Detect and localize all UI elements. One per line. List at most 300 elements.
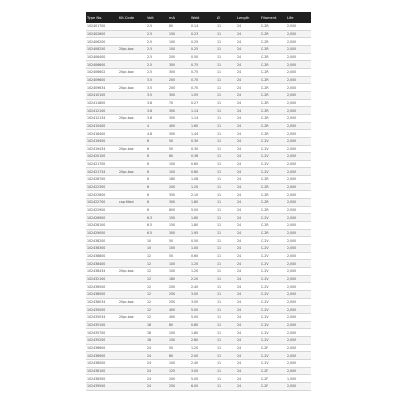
cell-watt: 1.80 [190,329,216,337]
cell-ma: 300 [168,229,190,237]
cell-kit-code [118,183,146,191]
column-header-type-no: Type No. [86,12,118,23]
cell-life: 2,000 [286,38,311,46]
cell-filament: C-2R [260,38,286,46]
table-row [86,122,311,130]
cell-volt: 10 [146,245,168,253]
table-row [86,76,311,84]
cell-length: 24 [236,107,260,115]
table-row [86,38,311,46]
cell-ma: 250 [168,290,190,298]
cell-volt: 3.5 [146,84,168,92]
cell-life: 2,000 [286,382,311,390]
cell-volt: 12 [146,298,168,306]
cell-life: 2,000 [286,313,311,321]
cell-volt: 18 [146,329,168,337]
cell-volt: 12 [146,290,168,298]
cell-volt: 2.5 [146,61,168,69]
cell-length: 24 [236,76,260,84]
cell-filament: C-2V [260,245,286,253]
cell-watt: 5.00 [190,375,216,383]
cell-ma: 300 [168,91,190,99]
cell-length: 24 [236,268,260,276]
cell-length: 24 [236,130,260,138]
cell-kit-code [118,91,146,99]
cell-filament: C-2V [260,145,286,153]
cell-type-no: 102415400 [86,122,118,130]
cell-watt: 1.60 [190,122,216,130]
cell-ma: 300 [168,199,190,207]
cell-diameter: 11 [216,45,236,53]
cell-filament: C-2V [260,237,286,245]
cell-type-no: 102419400 [86,137,118,145]
cell-volt: 6 [146,191,168,199]
cell-diameter: 11 [216,61,236,69]
cell-volt: 18 [146,321,168,329]
cell-watt: 1.20 [190,344,216,352]
cell-volt: 2.5 [146,45,168,53]
cell-ma: 100 [168,260,190,268]
cell-ma: 60 [168,153,190,161]
cell-kit-code [118,321,146,329]
cell-filament: C-2V [260,352,286,360]
cell-length: 24 [236,329,260,337]
table-row [86,84,311,92]
cell-ma: 300 [168,61,190,69]
cell-type-no: 102438100 [86,367,118,375]
cell-volt: 24 [146,375,168,383]
cell-watt: 1.80 [190,222,216,230]
cell-watt: 0.27 [190,99,216,107]
cell-diameter: 11 [216,76,236,84]
cell-type-no: 102429000 [86,229,118,237]
cell-life: 2,000 [286,245,311,253]
cell-volt: 3.8 [146,107,168,115]
cell-filament: C-2R [260,23,286,30]
cell-diameter: 11 [216,344,236,352]
cell-ma: 100 [168,45,190,53]
cell-ma: 200 [168,53,190,61]
cell-kit-code: 20pc.box [118,168,146,176]
cell-ma: 50 [168,137,190,145]
cell-length: 24 [236,275,260,283]
cell-type-no: 102422600 [86,191,118,199]
cell-life: 2,000 [286,145,311,153]
cell-filament: C-2R [260,107,286,115]
cell-life: 2,000 [286,252,311,260]
cell-diameter: 11 [216,359,236,367]
cell-volt: 3.8 [146,99,168,107]
cell-length: 24 [236,283,260,291]
cell-type-no: 102435100 [86,321,118,329]
cell-filament: C-2F [260,382,286,390]
cell-ma: 300 [168,130,190,138]
cell-filament: C-2R [260,176,286,184]
table-row [86,382,311,390]
cell-type-no: 102435700 [86,329,118,337]
cell-life: 2,000 [286,199,311,207]
cell-kit-code [118,61,146,69]
cell-volt: 6.3 [146,214,168,222]
cell-kit-code [118,260,146,268]
cell-diameter: 11 [216,336,236,344]
cell-kit-code: 20pc.box [118,114,146,122]
cell-diameter: 11 [216,206,236,214]
cell-ma: 200 [168,375,190,383]
table-row [86,222,311,230]
cell-watt: 1.80 [190,214,216,222]
table-row [86,183,311,191]
cell-type-no: 102416400 [86,130,118,138]
cell-ma: 70 [168,99,190,107]
cell-type-no: 102438000 [86,290,118,298]
cell-type-no: 102426900 [86,214,118,222]
cell-length: 24 [236,245,260,253]
cell-length: 24 [236,23,260,30]
cell-filament: C-2V [260,321,286,329]
bulb-spec-table [86,12,311,391]
cell-volt: 18 [146,336,168,344]
cell-diameter: 11 [216,329,236,337]
cell-life: 2,000 [286,359,311,367]
cell-volt: 6 [146,137,168,145]
cell-filament: C-2R [260,68,286,76]
cell-kit-code [118,38,146,46]
cell-kit-code [118,275,146,283]
cell-diameter: 11 [216,382,236,390]
cell-ma: 250 [168,298,190,306]
cell-filament: C-2F [260,344,286,352]
cell-ma: 400 [168,313,190,321]
cell-length: 24 [236,260,260,268]
cell-life: 2,000 [286,222,311,230]
cell-ma: 180 [168,275,190,283]
cell-life: 2,000 [286,107,311,115]
cell-life: 2,000 [286,99,311,107]
table-row [86,298,311,306]
cell-diameter: 11 [216,107,236,115]
cell-ma: 150 [168,214,190,222]
cell-filament: C-2V [260,283,286,291]
cell-volt: 6 [146,176,168,184]
cell-ma: 800 [168,206,190,214]
cell-life: 2,000 [286,344,311,352]
table-row [86,91,311,99]
cell-life: 2,000 [286,45,311,53]
cell-length: 24 [236,367,260,375]
cell-ma: 400 [168,306,190,314]
cell-ma: 180 [168,176,190,184]
cell-kit-code [118,176,146,184]
cell-life: 2,000 [286,214,311,222]
column-header-ma: mA [168,12,190,23]
cell-type-no: 102438300 [86,245,118,253]
column-header-watt: Watt [190,12,216,23]
cell-filament: C-2R [260,45,286,53]
cell-volt: 12 [146,313,168,321]
table-row [86,153,311,161]
cell-length: 24 [236,321,260,329]
cell-volt: 12 [146,283,168,291]
cell-watt: 3.00 [190,298,216,306]
cell-life: 2,000 [286,268,311,276]
cell-length: 24 [236,191,260,199]
cell-length: 24 [236,359,260,367]
cell-length: 24 [236,290,260,298]
cell-diameter: 11 [216,137,236,145]
cell-watt: 0.50 [190,237,216,245]
table-row [86,252,311,260]
cell-filament: C-2R [260,114,286,122]
cell-kit-code [118,290,146,298]
cell-diameter: 11 [216,38,236,46]
cell-watt: 0.23 [190,30,216,38]
cell-type-no: 102438200 [86,237,118,245]
cell-kit-code: cap.filled [118,199,146,207]
cell-life: 2,000 [286,114,311,122]
table-row [86,199,311,207]
cell-filament: C-2V [260,137,286,145]
cell-length: 24 [236,382,260,390]
cell-volt: 6 [146,199,168,207]
cell-ma: 150 [168,336,190,344]
cell-filament: C-2V [260,160,286,168]
table-row [86,137,311,145]
cell-watt: 0.60 [190,168,216,176]
cell-ma: 50 [168,252,190,260]
cell-length: 24 [236,375,260,383]
cell-kit-code [118,76,146,84]
cell-type-no: 102438434 [86,268,118,276]
table-row [86,107,311,115]
cell-life: 2,000 [286,68,311,76]
cell-kit-code [118,283,146,291]
cell-diameter: 11 [216,222,236,230]
cell-life: 2,000 [286,290,311,298]
table-row [86,145,311,153]
cell-diameter: 11 [216,352,236,360]
cell-length: 24 [236,153,260,161]
cell-type-no: 102420100 [86,153,118,161]
cell-volt: 6.5 [146,229,168,237]
cell-ma: 80 [168,352,190,360]
cell-watt: 2.10 [190,191,216,199]
cell-diameter: 11 [216,283,236,291]
cell-ma: 250 [168,382,190,390]
cell-diameter: 11 [216,23,236,30]
cell-life: 2,000 [286,237,311,245]
cell-ma: 200 [168,183,190,191]
table-row [86,160,311,168]
column-header-length: Length [236,12,260,23]
cell-ma: 100 [168,329,190,337]
cell-ma: 100 [168,268,190,276]
cell-filament: C-2R [260,206,286,214]
cell-type-no: 102411800 [86,99,118,107]
cell-ma: 100 [168,38,190,46]
cell-diameter: 11 [216,252,236,260]
cell-length: 24 [236,306,260,314]
table-row [86,68,311,76]
cell-kit-code [118,382,146,390]
cell-life: 2,000 [286,321,311,329]
cell-diameter: 11 [216,375,236,383]
table-row [86,268,311,276]
cell-volt: 2.5 [146,68,168,76]
cell-type-no: 102438034 [86,298,118,306]
cell-watt: 2.20 [190,275,216,283]
cell-life: 2,000 [286,367,311,375]
cell-type-no: 102401700 [86,23,118,30]
cell-ma: 200 [168,84,190,92]
cell-diameter: 11 [216,168,236,176]
cell-diameter: 11 [216,313,236,321]
table-row [86,336,311,344]
cell-type-no: 102409634 [86,84,118,92]
cell-type-no: 102412100 [86,107,118,115]
cell-watt: 0.50 [190,53,216,61]
cell-filament: C-2V [260,313,286,321]
cell-kit-code [118,359,146,367]
cell-watt: 0.25 [190,38,216,46]
cell-volt: 24 [146,352,168,360]
cell-kit-code [118,130,146,138]
cell-watt: 5.00 [190,206,216,214]
cell-filament: C-2F [260,367,286,375]
cell-diameter: 11 [216,245,236,253]
cell-watt: 5.00 [190,306,216,314]
cell-life: 2,000 [286,160,311,168]
table-row [86,191,311,199]
cell-ma: 100 [168,245,190,253]
table-row [86,306,311,314]
cell-kit-code [118,99,146,107]
cell-diameter: 11 [216,321,236,329]
table-row [86,352,311,360]
cell-length: 24 [236,313,260,321]
cell-watt: 0.30 [190,145,216,153]
cell-ma: 50 [168,145,190,153]
cell-watt: 1.08 [190,176,216,184]
cell-watt: 0.70 [190,76,216,84]
cell-volt: 6 [146,206,168,214]
table-row [86,53,311,61]
cell-type-no: 102402600 [86,30,118,38]
cell-kit-code [118,137,146,145]
cell-filament: C-2R [260,91,286,99]
cell-kit-code: 20pc.box [118,268,146,276]
cell-diameter: 11 [216,183,236,191]
cell-diameter: 11 [216,145,236,153]
cell-length: 24 [236,45,260,53]
cell-volt: 6 [146,153,168,161]
cell-life: 2,000 [286,352,311,360]
cell-type-no: 102432100 [86,275,118,283]
cell-type-no: 102428700 [86,176,118,184]
cell-ma: 400 [168,122,190,130]
cell-diameter: 11 [216,99,236,107]
cell-filament: C-2V [260,329,286,337]
cell-diameter: 11 [216,153,236,161]
cell-diameter: 11 [216,275,236,283]
table-row [86,359,311,367]
cell-ma: 350 [168,191,190,199]
cell-life: 2,000 [286,76,311,84]
table-row [86,176,311,184]
cell-filament: C-2R [260,199,286,207]
cell-volt: 24 [146,367,168,375]
cell-filament: C-2R [260,84,286,92]
cell-length: 24 [236,137,260,145]
table-header [86,12,311,23]
cell-diameter: 11 [216,68,236,76]
cell-kit-code [118,153,146,161]
cell-life: 2,000 [286,23,311,30]
table-row [86,329,311,337]
cell-filament: C-2V [260,336,286,344]
cell-length: 24 [236,222,260,230]
cell-kit-code [118,306,146,314]
cell-watt: 6.00 [190,382,216,390]
cell-type-no: 102439500 [86,382,118,390]
table-row [86,23,311,30]
cell-type-no: 102436600 [86,344,118,352]
cell-type-no: 102438300 [86,375,118,383]
cell-diameter: 11 [216,229,236,237]
cell-life: 2,000 [286,153,311,161]
cell-watt: 1.44 [190,130,216,138]
cell-type-no: 102422300 [86,183,118,191]
cell-ma: 125 [168,367,190,375]
column-header-volt: Volt [146,12,168,23]
cell-watt: 1.20 [190,183,216,191]
cell-type-no: 102419434 [86,145,118,153]
cell-diameter: 11 [216,268,236,276]
cell-volt: 24 [146,359,168,367]
cell-length: 24 [236,229,260,237]
cell-volt: 12 [146,252,168,260]
cell-kit-code [118,237,146,245]
cell-ma: 100 [168,160,190,168]
cell-ma: 100 [168,359,190,367]
column-header-life: Life [286,12,311,23]
cell-length: 24 [236,206,260,214]
cell-watt: 1.20 [190,260,216,268]
cell-length: 24 [236,122,260,130]
cell-ma: 200 [168,283,190,291]
table-row [86,206,311,214]
cell-diameter: 11 [216,237,236,245]
cell-kit-code [118,191,146,199]
cell-volt: 24 [146,382,168,390]
cell-ma: 150 [168,222,190,230]
cell-length: 24 [236,160,260,168]
cell-length: 24 [236,168,260,176]
table-row [86,214,311,222]
cell-kit-code [118,367,146,375]
cell-type-no: 102422700 [86,199,118,207]
cell-filament: C-2V [260,275,286,283]
cell-filament: C-2R [260,30,286,38]
cell-diameter: 11 [216,160,236,168]
cell-kit-code [118,344,146,352]
cell-kit-code [118,329,146,337]
cell-life: 2,000 [286,206,311,214]
cell-watt: 1.00 [190,245,216,253]
cell-life: 2,000 [286,260,311,268]
cell-type-no: 102406200 [86,38,118,46]
cell-volt: 2.5 [146,38,168,46]
